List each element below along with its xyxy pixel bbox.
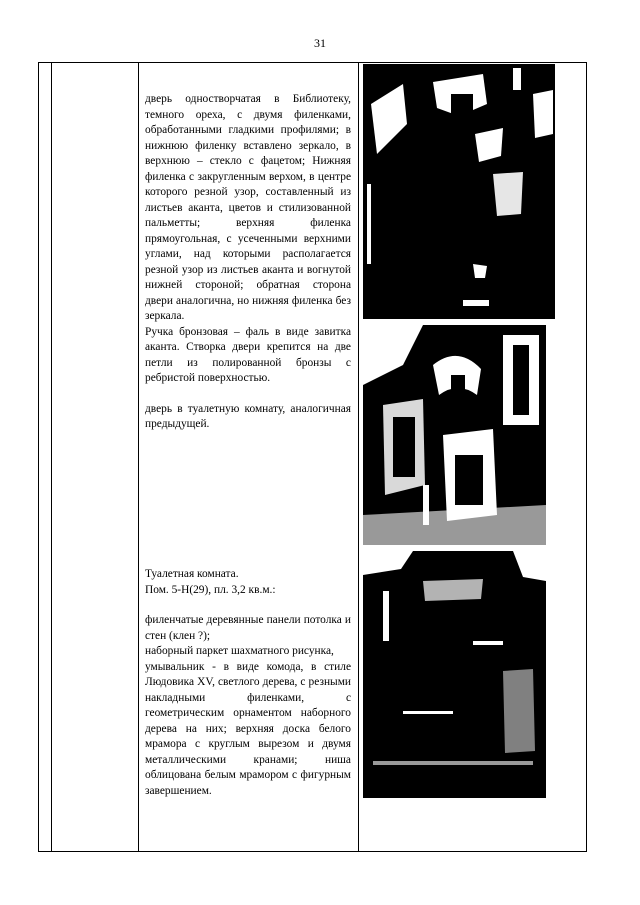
table-col-border-3: [138, 62, 139, 852]
toilet-room-title: Туалетная комната.: [145, 568, 239, 580]
table-col-border-4: [358, 62, 359, 852]
page-number: 31: [314, 36, 326, 50]
door-handle-description: Ручка бронзовая – фаль в виде завитка аканта. Створка двери крепится на две петли из полированной бронзы с ребристой поверхностью.: [145, 325, 351, 384]
toilet-washbasin-description: умывальник - в виде комода, в стиле Людовика XV, светлого дерева, с резными накладными филенками, с геометрическим орнаментом наборного дерева на них; верхняя доска белого мрамора с круглым вырезом и двумя металлическими кранами; ниша облицована белым мрамором с фигурным завершением.: [145, 660, 351, 797]
table-col-border-5: [586, 62, 587, 852]
photo-toilet-room: [363, 551, 546, 798]
toilet-room-description: [145, 567, 351, 799]
toilet-room-area: Пом. 5-Н(29), пл. 3,2 кв.м.:: [145, 583, 276, 596]
toilet-parquet-description: наборный паркет шахматного рисунка,: [145, 645, 334, 657]
door-description-main: дверь одностворчатая в Библиотеку, темного ореха, с двумя филенками, обработанными гладкими профилями; в нижнюю филенку вставлено зеркало, в верхнюю – стекло с фацетом; Нижняя филенка с закругленным верхом, в центре которого резной узор, составленный из листьев аканта, цветов и стилизованной пальметты; верхняя филенка прямоугольная, с усеченными верхними углами, над которыми располагается резной узор из листьев аканта и вогнутой нижней стороной; обратная сторона двери аналогична, но нижняя филенка без зеркала.: [145, 93, 351, 322]
table-top-border: [38, 62, 586, 63]
table-bottom-border: [38, 851, 586, 852]
toilet-panels-description: филенчатые деревянные панели потолка и стен (клен ?);: [145, 614, 351, 642]
table-col-border-1: [38, 62, 39, 852]
toilet-door-description: дверь в туалетную комнату, аналогичная предыдущей.: [145, 402, 351, 430]
door-description: [145, 92, 351, 433]
photo-corridor: [363, 325, 546, 545]
table-col-border-2: [51, 62, 52, 852]
photo-library-door: [363, 64, 555, 319]
